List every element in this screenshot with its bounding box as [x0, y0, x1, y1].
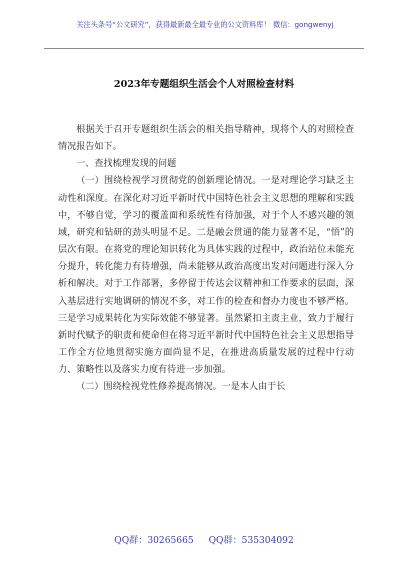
body-paragraph: （一）围绕检视学习贯彻党的创新理论情况。一是对理论学习缺乏主动性和深度。在深化对习近平新时代中国特色社会主义思想的理解和实践中，不够自觉，学习的覆盖面和系统性有待加强，对于个人不感兴趣的领域，研究和钻研的劲头明显不足。二是融会贯通的能力显著不足，“悟”的层次有限。在将党的理论知识转化为具体实践的过程中，政治站位未能充分提升，转化能力有待增强，尚未能够从政治高度出发对问题进行深入分析和解决。对于工作部署，多停留于传达会议精神和工作要求的层面，深入基层进行实地调研的情况不多，对工作的检查和督办力度也不够严格。三是学习成果转化为实际效能不够显著。虽然紧扣主责主业，致力于履行新时代赋予的职责和使命但在将习近平新时代中国特色社会主义思想指导工作全方位地贯彻实施方面尚显不足，在推进高质量发展的过程中行动力、策略性以及落实力度有待进一步加强。	[58, 176, 354, 376]
footer-note	[40, 533, 368, 546]
footer-qq-group-2: QQ群：535304092	[208, 536, 294, 546]
document-title: 2023年专题组织生活会个人对照检查材料	[113, 79, 295, 90]
header-note: 关注头条号“公文研究”，获得最新最全最专业的公文资料库！ 微信：gongwenyj	[76, 20, 334, 29]
intro-paragraph: 根据关于召开专题组织生活会的相关指导精神，现将个人的对照检查情况报告如下。	[58, 125, 354, 153]
footer-qq-group-1: QQ群：30265665	[114, 536, 194, 546]
body-paragraph: （二）围绕检视党性修养提高情况。一是本人由于长	[76, 382, 286, 393]
header-divider	[44, 48, 364, 49]
section-heading: 一、查找梳理发现的问题	[76, 159, 177, 170]
document-body	[58, 122, 354, 397]
